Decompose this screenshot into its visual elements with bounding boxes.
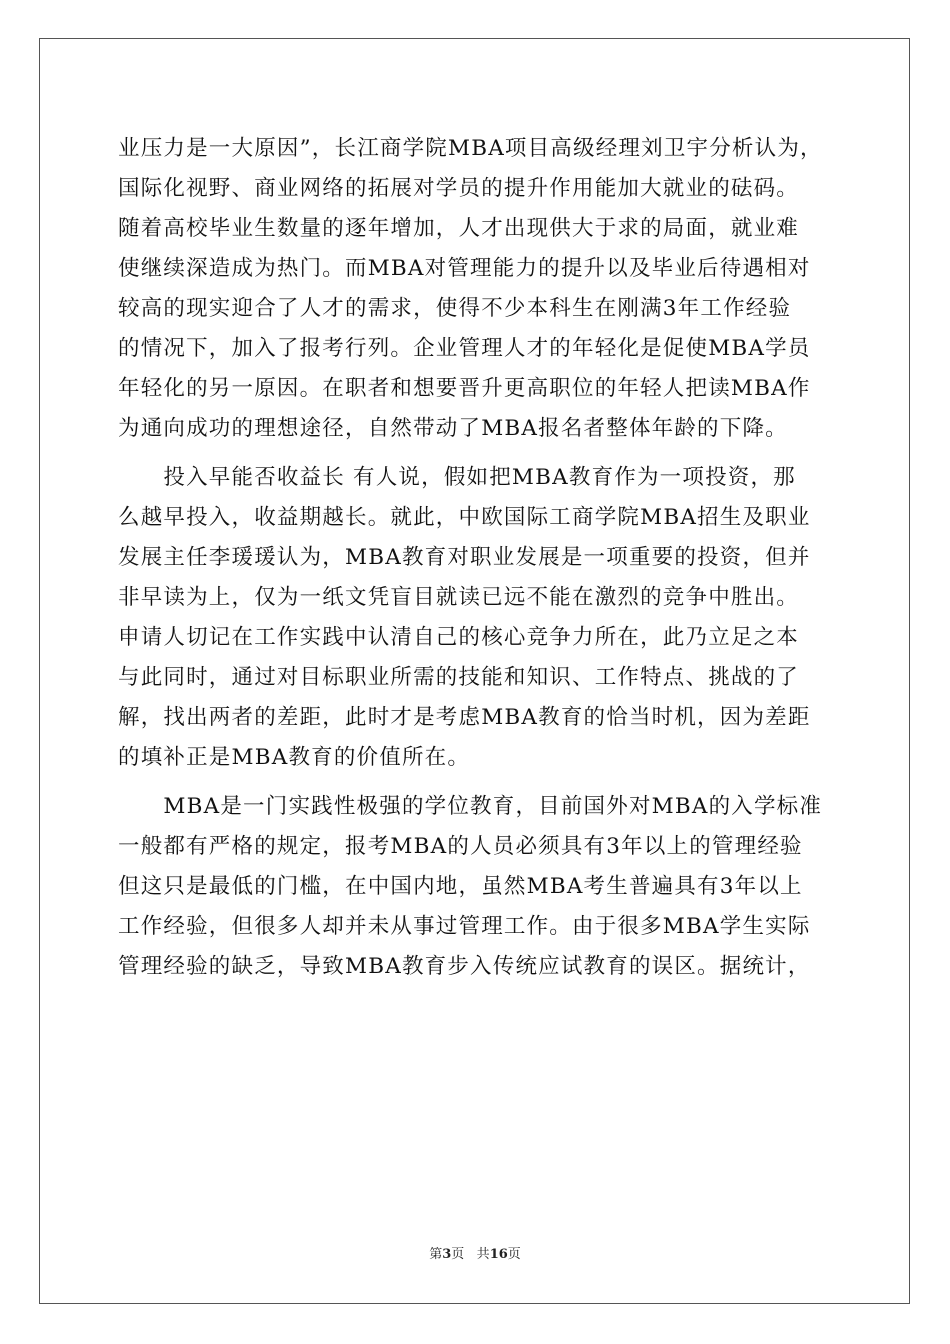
page-number-current: 3 [442, 1247, 452, 1262]
text-line: 申请人切记在工作实践中认清自己的核心竞争力所在，此乃立足之本 [118, 625, 800, 650]
text-line: 工作经验，但很多人却并未从事过管理工作。由于很多MBA学生实际 [118, 914, 811, 939]
page-total-unit: 页 [507, 1247, 521, 1262]
text-line: 为通向成功的理想途径，自然带动了MBA报名者整体年龄的下降。 [118, 416, 788, 441]
text-line: 随着高校毕业生数量的逐年增加，人才出现供大于求的局面，就业难 [118, 216, 800, 241]
text-line: 一般都有严格的规定，报考MBA的人员必须具有3年以上的管理经验 [118, 834, 803, 859]
text-line: 发展主任李瑗瑗认为，MBA教育对职业发展是一项重要的投资，但并 [118, 545, 811, 570]
page-number-unit: 页 [451, 1247, 465, 1262]
text-line: 较高的现实迎合了人才的需求，使得不少本科生在刚满3年工作经验 [118, 296, 792, 321]
text-line: MBA是一门实践性极强的学位教育，目前国外对MBA的入学标准 [118, 794, 823, 819]
paragraph-2 [118, 458, 832, 778]
paragraph-3 [118, 787, 832, 987]
page-total-prefix: 共 [476, 1247, 490, 1262]
paragraph-gap [118, 778, 832, 787]
text-line: 管理经验的缺乏，导致MBA教育步入传统应试教育的误区。据统计， [118, 954, 811, 979]
text-line: 解，找出两者的差距，此时才是考虑MBA教育的恰当时机，因为差距 [118, 705, 811, 730]
text-line: 与此同时，通过对目标职业所需的技能和知识、工作特点、挑战的了 [118, 665, 800, 690]
text-line: 但这只是最低的门槛，在中国内地，虽然MBA考生普遍具有3年以上 [118, 874, 803, 899]
text-line: 的填补正是MBA教育的价值所在。 [118, 745, 471, 770]
document-body [118, 129, 832, 987]
paragraph-gap [118, 449, 832, 458]
text-line: 非早读为上，仅为一纸文凭盲目就读已远不能在激烈的竞争中胜出。 [118, 585, 800, 610]
paragraph-1 [118, 129, 832, 449]
text-line: 国际化视野、商业网络的拓展对学员的提升作用能加大就业的砝码。 [118, 176, 800, 201]
text-line: 么越早投入，收益期越长。就此，中欧国际工商学院MBA招生及职业 [118, 505, 811, 530]
text-line: 的情况下，加入了报考行列。企业管理人才的年轻化是促使MBA学员 [118, 336, 811, 361]
text-line: 业压力是一大原因”，长江商学院MBA项目高级经理刘卫宇分析认为， [118, 136, 823, 161]
page-number-total: 16 [489, 1247, 508, 1262]
page-footer [0, 1243, 950, 1262]
text-line: 使继续深造成为热门。而MBA对管理能力的提升以及毕业后待遇相对 [118, 256, 811, 281]
text-line: 投入早能否收益长 有人说，假如把MBA教育作为一项投资，那 [118, 465, 796, 490]
text-line: 年轻化的另一原因。在职者和想要晋升更高职位的年轻人把读MBA作 [118, 376, 811, 401]
page-number-prefix: 第 [429, 1247, 443, 1262]
